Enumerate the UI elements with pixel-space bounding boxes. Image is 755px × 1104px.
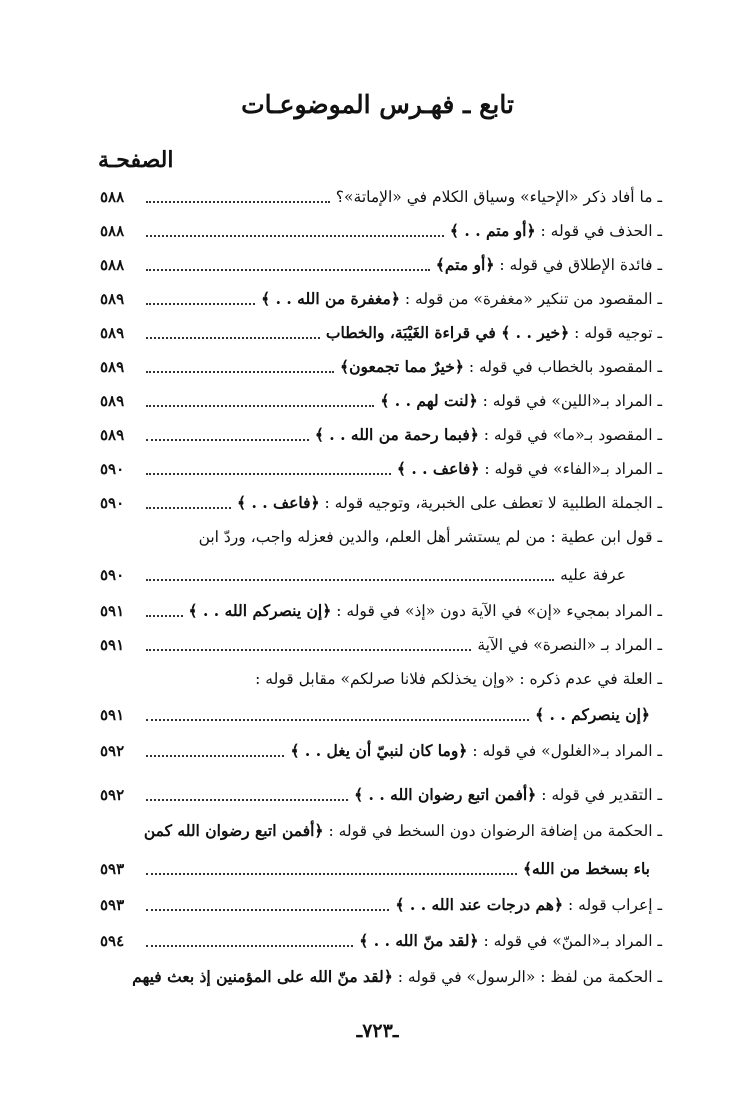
index-entry — [100, 778, 662, 812]
entry-page: ٥٩٠ — [100, 494, 125, 512]
entry-text: ـ المراد بـ «النصرة» في الآية — [477, 636, 662, 654]
dot-leader — [146, 755, 284, 757]
dot-leader — [146, 507, 231, 509]
entry-text: ـ قول ابن عطية : من لم يستشر أهل العلم، والدين فعزله واجب، وردّ ابن — [198, 528, 662, 546]
entry-text: ـ المراد بـ«الفاء» في قوله : ﴿فاعف . . ﴾ — [396, 459, 662, 478]
entry-text: ـ ما أفاد ذكر «الإحياء» وسياق الكلام في «الإماتة»؟ — [335, 188, 662, 206]
entry-text: ـ الجملة الطلبية لا تعطف على الخبرية، وتوجيه قوله : ﴿فاعف . . ﴾ — [236, 493, 662, 512]
index-entry — [100, 180, 662, 214]
dot-leader — [146, 303, 255, 305]
entry-page: ٥٩٢ — [100, 742, 125, 760]
dot-leader — [146, 269, 430, 271]
dot-leader — [146, 473, 391, 475]
entry-page: ٥٨٩ — [100, 324, 125, 342]
entry-page: ٥٩١ — [100, 636, 125, 654]
entry-page: ٥٩٤ — [100, 932, 125, 950]
dot-leader — [146, 201, 330, 203]
index-entry — [100, 594, 662, 628]
index-entry — [100, 486, 662, 520]
dot-leader — [146, 799, 348, 801]
entry-page: ٥٩٣ — [100, 860, 125, 878]
entry-page: ٥٩٠ — [100, 460, 125, 478]
entry-text: ـ المقصود بـ«ما» في قوله : ﴿فبما رحمة من الله . . ﴾ — [314, 425, 662, 444]
index-entry — [100, 734, 662, 768]
entry-page: ٥٩١ — [100, 706, 125, 724]
entry-text: ـ المراد بـ«الغلول» في قوله : ﴿وما كان لنبيّ أن يغل . . ﴾ — [290, 741, 662, 760]
entry-page: ٥٨٩ — [100, 392, 125, 410]
dot-leader — [146, 719, 529, 721]
entry-page: ٥٨٩ — [100, 426, 125, 444]
index-entry — [100, 852, 662, 886]
index-entry — [100, 214, 662, 248]
entry-page: ٥٩٠ — [100, 566, 125, 584]
index-entry — [100, 814, 662, 848]
entry-text: ـ الحذف في قوله : ﴿أو متم . . ﴾ — [449, 221, 662, 240]
index-entry — [100, 282, 662, 316]
entry-page: ٥٩١ — [100, 602, 125, 620]
index-entry — [100, 384, 662, 418]
index-entry — [100, 558, 662, 592]
entry-text: ـ الحكمة من لفظ : «الرسول» في قوله : ﴿لقد منّ الله على المؤمنين إذ بعث فيهم — [132, 967, 662, 986]
dot-leader — [146, 235, 444, 237]
dot-leader — [146, 405, 374, 407]
entry-page: ٥٨٨ — [100, 188, 125, 206]
index-entry — [100, 452, 662, 486]
entry-text: باء بسخط من الله﴾ — [522, 859, 650, 878]
page-number: ـ٧٢٣ـ — [356, 1020, 399, 1042]
index-entry — [100, 888, 662, 922]
entry-text: ـ التقدير في قوله : ﴿أفمن اتبع رضوان الله . . ﴾ — [354, 785, 662, 804]
dot-leader — [146, 945, 353, 947]
index-entry — [100, 248, 662, 282]
entry-text: ـ فائدة الإطلاق في قوله : ﴿أو متم﴾ — [435, 255, 662, 274]
dot-leader — [146, 439, 309, 441]
entry-text: ـ المقصود من تنكير «مغفرة» من قوله : ﴿مغفرة من الله . . ﴾ — [261, 289, 662, 308]
dot-leader — [146, 873, 517, 875]
entry-text: ـ المراد بـ«المنّ» في قوله : ﴿لقد منّ الله . . ﴾ — [359, 931, 662, 950]
dot-leader — [146, 337, 320, 339]
dot-leader — [146, 649, 471, 651]
dot-leader — [146, 579, 554, 581]
index-entry — [100, 628, 662, 662]
entry-page: ٥٨٩ — [100, 358, 125, 376]
entry-text: ـ توجيه قوله : ﴿خير . . ﴾ في قراءة الغَيْبَة، والخطاب — [325, 323, 662, 342]
index-entry — [100, 350, 662, 384]
entry-text: ـ العلة في عدم ذكره : «وإن يخذلكم فلانا صرلكم» مقابل قوله : — [255, 670, 662, 688]
dot-leader — [146, 615, 183, 617]
entry-text: ـ المراد بـ«اللين» في قوله : ﴿لنت لهم . . ﴾ — [380, 391, 662, 410]
index-entry — [100, 924, 662, 958]
entry-text: عرفة عليه — [560, 566, 626, 584]
dot-leader — [146, 909, 389, 911]
entry-text: ـ إعراب قوله : ﴿هم درجات عند الله . . ﴾ — [395, 895, 662, 914]
entry-text: ـ المراد بمجيء «إن» في الآية دون «إذ» في قوله : ﴿إن ينصركم الله . . ﴾ — [188, 601, 662, 620]
index-entry — [100, 316, 662, 350]
index-entry — [100, 520, 662, 554]
entry-page: ٥٨٨ — [100, 256, 125, 274]
page-title: تابع ـ فهـرس الموضوعـات — [241, 90, 514, 119]
entry-text: ﴿إن ينصركم . . ﴾ — [535, 705, 650, 724]
index-entry — [100, 698, 662, 732]
entry-page: ٥٨٩ — [100, 290, 125, 308]
dot-leader — [146, 371, 334, 373]
index-entry — [100, 418, 662, 452]
entry-text: ـ الحكمة من إضافة الرضوان دون السخط في قوله : ﴿أفمن اتبع رضوان الله كمن — [143, 821, 662, 840]
entry-text: ـ المقصود بالخطاب في قوله : ﴿خيرٌ مما تجمعون﴾ — [340, 357, 662, 376]
entry-page: ٥٨٨ — [100, 222, 125, 240]
entry-page: ٥٩٣ — [100, 896, 125, 914]
index-entry — [100, 662, 662, 696]
index-entry — [100, 960, 662, 994]
entry-page: ٥٩٢ — [100, 786, 125, 804]
page-column-header: الصفحـة — [98, 147, 174, 173]
